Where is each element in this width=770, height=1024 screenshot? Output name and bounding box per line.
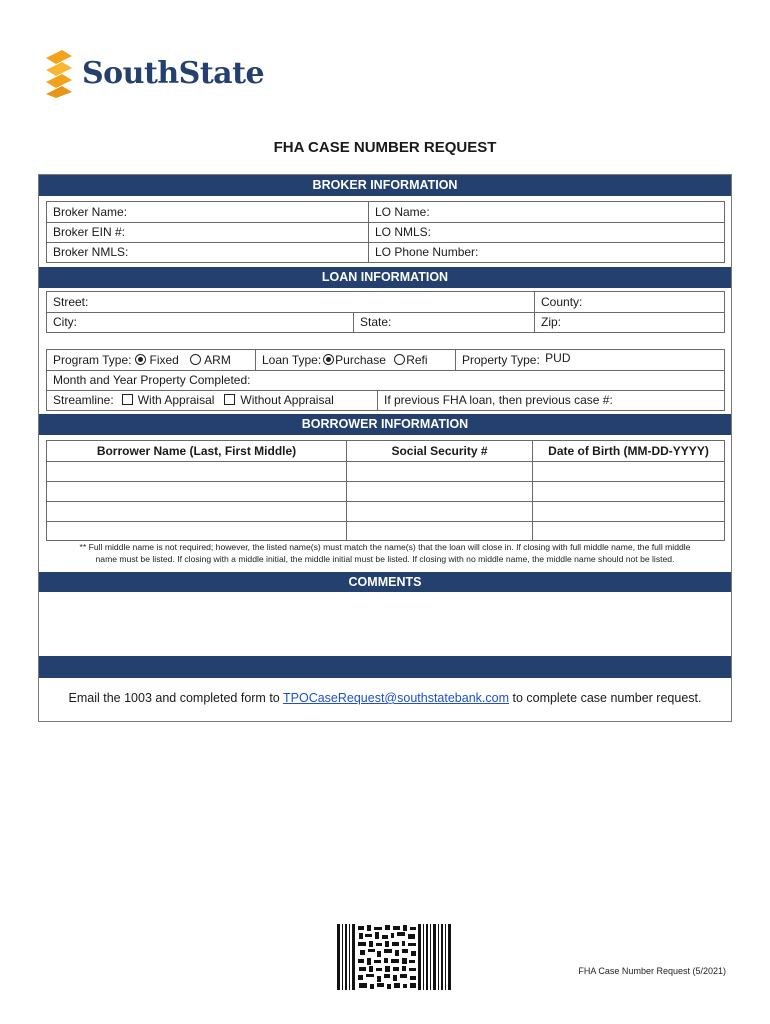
program-type-group	[47, 350, 231, 370]
property-type-label: Property Type:	[462, 353, 540, 367]
barcode-icon	[337, 924, 451, 990]
email-instructions: Email the 1003 and completed form to TPOCaseRequest@southstatebank.com to complete case number request.	[68, 691, 702, 705]
zip-field[interactable]: Zip:	[541, 315, 562, 329]
without-appraisal-label: Without Appraisal	[240, 393, 334, 407]
with-appraisal-checkbox[interactable]	[122, 394, 133, 405]
program-arm-label: ARM	[204, 353, 231, 367]
brand-name: SouthState	[82, 55, 265, 91]
loan-type-group	[256, 350, 428, 370]
broker-table	[46, 201, 725, 263]
comments-textarea[interactable]	[39, 592, 731, 657]
broker-ein-field[interactable]: Broker EIN #:	[53, 225, 126, 239]
southstate-logo	[42, 48, 264, 98]
broker-nmls-field[interactable]: Broker NMLS:	[53, 245, 129, 259]
middle-name-note: ** Full middle name is not required; however, the listed name(s) must match the name(s) that the loan will close in. If closing with full middle name, the full middle name must be listed. If closing with a middle initial, the middle initial must be listed. If closing with no middle name, the middle name should not be listed.	[79, 542, 691, 564]
loan-refi-radio[interactable]	[394, 354, 405, 365]
column-borrower-name: Borrower Name (Last, First Middle)	[96, 444, 297, 458]
table-row[interactable]	[47, 462, 724, 481]
property-type-group	[456, 350, 571, 370]
loan-section-header: LOAN INFORMATION	[39, 267, 731, 288]
form-title: FHA CASE NUMBER REQUEST	[273, 139, 497, 156]
city-field[interactable]: City:	[53, 315, 77, 329]
street-field[interactable]: Street:	[53, 295, 89, 309]
streamline-label: Streamline:	[53, 393, 114, 407]
streamline-group	[47, 390, 334, 410]
column-dob: Date of Birth (MM-DD-YYYY)	[548, 444, 709, 458]
table-row[interactable]	[47, 502, 724, 521]
loan-details-table	[46, 349, 725, 411]
table-row[interactable]	[47, 482, 724, 501]
lo-name-field[interactable]: LO Name:	[375, 205, 430, 219]
fha-request-form	[38, 174, 732, 722]
loan-purchase-radio[interactable]	[323, 354, 334, 365]
broker-section-header: BROKER INFORMATION	[39, 175, 731, 196]
with-appraisal-label: With Appraisal	[137, 393, 215, 407]
borrower-section-header: BORROWER INFORMATION	[39, 414, 731, 435]
address-table	[46, 291, 725, 333]
comments-section-header: COMMENTS	[39, 572, 731, 592]
program-fixed-label: Fixed	[149, 353, 179, 367]
table-row[interactable]	[47, 522, 724, 540]
loan-refi-label: Refi	[406, 353, 428, 367]
previous-case-field[interactable]: If previous FHA loan, then previous case #:	[384, 393, 613, 407]
email-link[interactable]: TPOCaseRequest@southstatebank.com	[283, 691, 509, 705]
broker-name-field[interactable]: Broker Name:	[53, 205, 128, 219]
property-type-value[interactable]: PUD	[545, 351, 571, 365]
month-year-completed-field[interactable]: Month and Year Property Completed:	[53, 373, 251, 387]
state-field[interactable]: State:	[360, 315, 392, 329]
borrower-table	[46, 440, 725, 541]
program-arm-radio[interactable]	[190, 354, 201, 365]
lo-nmls-field[interactable]: LO NMLS:	[375, 225, 432, 239]
without-appraisal-checkbox[interactable]	[224, 394, 235, 405]
lo-phone-field[interactable]: LO Phone Number:	[375, 245, 479, 259]
footer-form-version: FHA Case Number Request (5/2021)	[578, 966, 726, 976]
program-type-label: Program Type:	[53, 353, 132, 367]
loan-type-label: Loan Type:	[262, 353, 322, 367]
loan-purchase-label: Purchase	[335, 353, 386, 367]
southstate-s-mark-icon	[42, 48, 76, 98]
comments-footer-bar	[39, 657, 731, 678]
column-ssn: Social Security #	[391, 444, 488, 458]
program-fixed-radio[interactable]	[135, 354, 146, 365]
county-field[interactable]: County:	[541, 295, 583, 309]
